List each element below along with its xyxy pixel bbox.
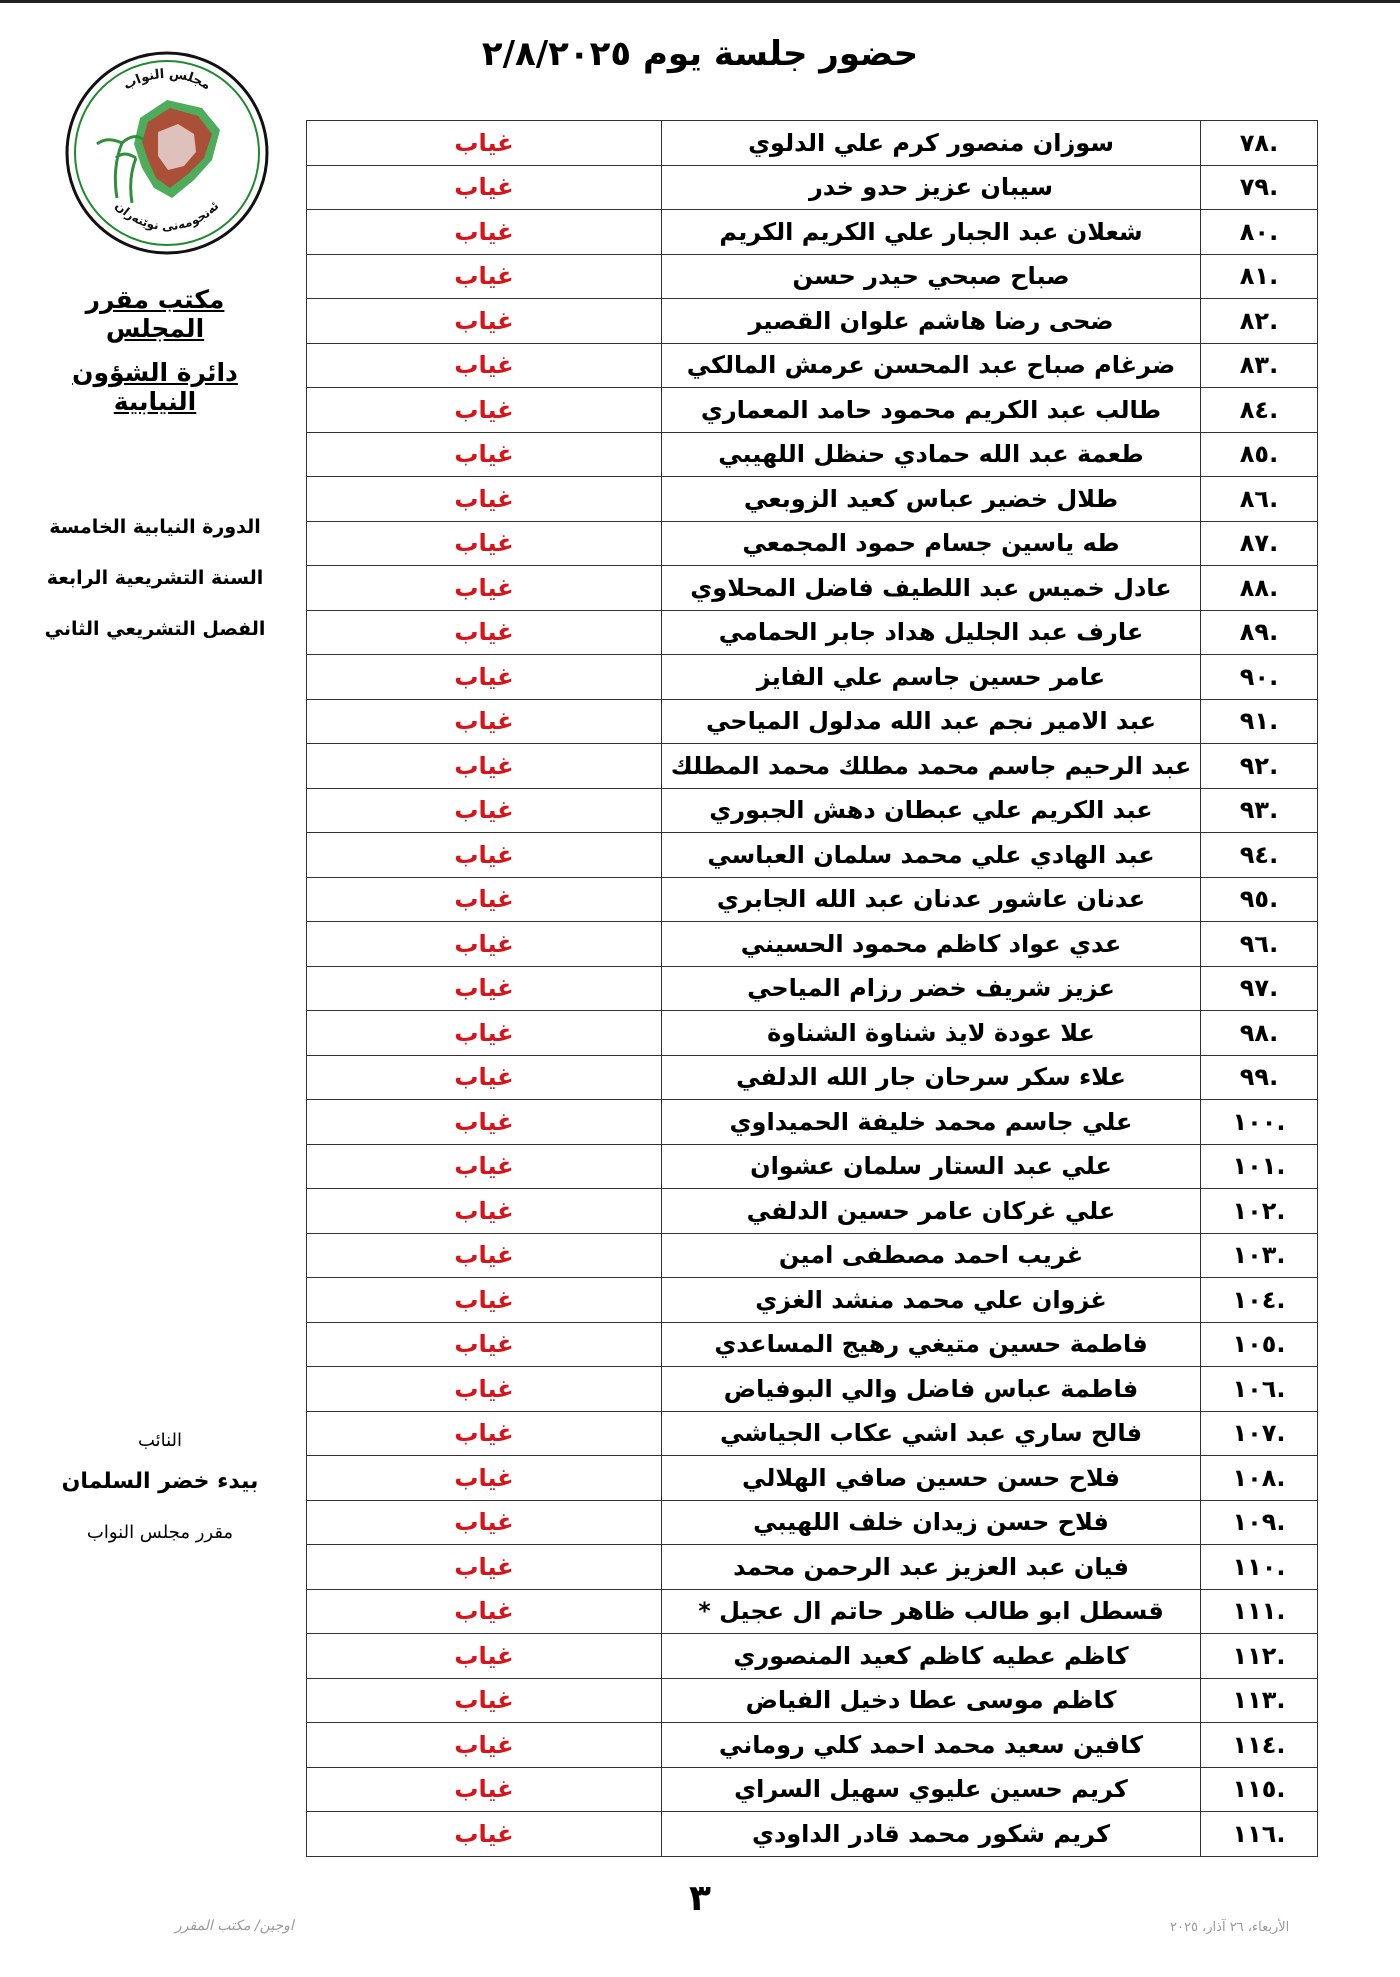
attendance-status: غياب [307, 1767, 662, 1812]
table-row [307, 699, 1318, 744]
member-name: عدنان عاشور عدنان عبد الله الجابري [662, 877, 1201, 922]
row-number: ١١٢. [1201, 1634, 1318, 1679]
table-row [307, 1545, 1318, 1590]
member-name: كريم شكور محمد قادر الداودي [662, 1812, 1201, 1857]
row-number: ٧٨. [1201, 121, 1318, 166]
row-number: ١٠٧. [1201, 1411, 1318, 1456]
attendance-status: غياب [307, 655, 662, 700]
member-name: عارف عبد الجليل هداد جابر الحمامي [662, 610, 1201, 655]
row-number: ١١٠. [1201, 1545, 1318, 1590]
row-number: ٨٥. [1201, 432, 1318, 477]
table-row [307, 254, 1318, 299]
table-row [307, 343, 1318, 388]
member-name: فاطمة حسين متيغي رهيج المساعدي [662, 1322, 1201, 1367]
row-number: ٨١. [1201, 254, 1318, 299]
attendance-status: غياب [307, 165, 662, 210]
attendance-status: غياب [307, 699, 662, 744]
row-number: ٩٥. [1201, 877, 1318, 922]
table-row [307, 1812, 1318, 1857]
table-row [307, 833, 1318, 878]
table-row [307, 1322, 1318, 1367]
table-row [307, 165, 1318, 210]
row-number: ١٠٣. [1201, 1233, 1318, 1278]
table-row [307, 1589, 1318, 1634]
attendance-status: غياب [307, 1589, 662, 1634]
member-name: علي غركان عامر حسين الدلفي [662, 1189, 1201, 1234]
row-number: ١٠٤. [1201, 1278, 1318, 1323]
attendance-status: غياب [307, 1812, 662, 1857]
attendance-status: غياب [307, 610, 662, 655]
department-name: دائرة الشؤون النيابية [72, 358, 238, 416]
table-row [307, 1767, 1318, 1812]
member-name: عبد الهادي علي محمد سلمان العباسي [662, 833, 1201, 878]
attendance-status: غياب [307, 744, 662, 789]
table-row [307, 922, 1318, 967]
attendance-status: غياب [307, 1278, 662, 1323]
member-name: فاطمة عباس فاضل والي البوفياض [662, 1367, 1201, 1412]
attendance-status: غياب [307, 1100, 662, 1145]
member-name: ضحى رضا هاشم علوان القصير [662, 299, 1201, 344]
top-rule [0, 0, 1400, 3]
table-row [307, 432, 1318, 477]
logo-top-text: مجلس النواب [121, 66, 214, 94]
table-row [307, 788, 1318, 833]
attendance-status: غياب [307, 877, 662, 922]
row-number: ١٠٩. [1201, 1500, 1318, 1545]
attendance-status: غياب [307, 388, 662, 433]
attendance-status: غياب [307, 477, 662, 522]
parliamentary-session: الدورة النيابية الخامسة [49, 516, 261, 538]
member-name: علي عبد الستار سلمان عشوان [662, 1144, 1201, 1189]
attendance-status: غياب [307, 1322, 662, 1367]
table-row [307, 566, 1318, 611]
member-name: علا عودة لايذ شناوة الشناوة [662, 1011, 1201, 1056]
member-name: عبد الرحيم جاسم محمد مطلك محمد المطلك [662, 744, 1201, 789]
row-number: ١١١. [1201, 1589, 1318, 1634]
table-row [307, 966, 1318, 1011]
member-name: كاظم عطيه كاظم كعيد المنصوري [662, 1634, 1201, 1679]
member-name: سيبان عزيز حدو خدر [662, 165, 1201, 210]
attendance-status: غياب [307, 1055, 662, 1100]
member-name: فيان عبد العزيز عبد الرحمن محمد [662, 1545, 1201, 1590]
member-name: طه ياسين جسام حمود المجمعي [662, 521, 1201, 566]
attendance-status: غياب [307, 788, 662, 833]
member-name: عزيز شريف خضر رزام المياحي [662, 966, 1201, 1011]
attendance-status: غياب [307, 299, 662, 344]
member-name: عدي عواد كاظم محمود الحسيني [662, 922, 1201, 967]
member-name: عامر حسين جاسم علي الفايز [662, 655, 1201, 700]
table-row [307, 521, 1318, 566]
table-row [307, 1500, 1318, 1545]
signature-title: مقرر مجلس النواب [86, 1522, 234, 1543]
member-name: فلاح حسن حسين صافي الهلالي [662, 1456, 1201, 1501]
legislative-year: السنة التشريعية الرابعة [46, 567, 264, 589]
table-row [307, 1278, 1318, 1323]
member-name: كاظم موسى عطا دخيل الفياض [662, 1678, 1201, 1723]
row-number: ٩٣. [1201, 788, 1318, 833]
signature-role: النائب [137, 1430, 183, 1451]
attendance-status: غياب [307, 1723, 662, 1768]
row-number: ١١٥. [1201, 1767, 1318, 1812]
member-name: فالح ساري عبد اشي عكاب الجياشي [662, 1411, 1201, 1456]
attendance-status: غياب [307, 1011, 662, 1056]
row-number: ١٠١. [1201, 1144, 1318, 1189]
table-row [307, 388, 1318, 433]
table-row [307, 210, 1318, 255]
logo-bottom-text: ئەنجومەنی نوێنەران [112, 198, 222, 234]
table-row [307, 1411, 1318, 1456]
table-row [307, 299, 1318, 344]
attendance-status: غياب [307, 833, 662, 878]
row-number: ٨٠. [1201, 210, 1318, 255]
row-number: ٨٨. [1201, 566, 1318, 611]
table-row [307, 1456, 1318, 1501]
member-name: علاء سكر سرحان جار الله الدلفي [662, 1055, 1201, 1100]
row-number: ٧٩. [1201, 165, 1318, 210]
attendance-status: غياب [307, 1144, 662, 1189]
attendance-status: غياب [307, 254, 662, 299]
attendance-status: غياب [307, 1678, 662, 1723]
row-number: ١١٤. [1201, 1723, 1318, 1768]
member-name: عبد الكريم علي عبطان دهش الجبوري [662, 788, 1201, 833]
attendance-status: غياب [307, 1233, 662, 1278]
member-name: غريب احمد مصطفى امين [662, 1233, 1201, 1278]
attendance-status: غياب [307, 922, 662, 967]
attendance-status: غياب [307, 1367, 662, 1412]
row-number: ١٠٥. [1201, 1322, 1318, 1367]
table-row [307, 610, 1318, 655]
table-row [307, 1634, 1318, 1679]
row-number: ٩١. [1201, 699, 1318, 744]
table-row [307, 121, 1318, 166]
footer-left-note: اوجين/ مكتب المقرر [175, 1918, 294, 1934]
signature-name: بيدء خضر السلمان [61, 1469, 259, 1494]
row-number: ١٠٦. [1201, 1367, 1318, 1412]
row-number: ٨٧. [1201, 521, 1318, 566]
row-number: ١٠٢. [1201, 1189, 1318, 1234]
row-number: ٩٦. [1201, 922, 1318, 967]
member-name: طعمة عبد الله حمادي حنظل اللهيبي [662, 432, 1201, 477]
member-name: علي جاسم محمد خليفة الحميداوي [662, 1100, 1201, 1145]
table-row [307, 1055, 1318, 1100]
row-number: ٨٩. [1201, 610, 1318, 655]
member-name: عادل خميس عبد اللطيف فاضل المحلاوي [662, 566, 1201, 611]
member-name: سوزان منصور كرم علي الدلوي [662, 121, 1201, 166]
row-number: ٨٤. [1201, 388, 1318, 433]
member-name: كريم حسين عليوي سهيل السراي [662, 1767, 1201, 1812]
row-number: ٨٢. [1201, 299, 1318, 344]
table-row [307, 477, 1318, 522]
row-number: ١٠٨. [1201, 1456, 1318, 1501]
row-number: ٩٨. [1201, 1011, 1318, 1056]
attendance-status: غياب [307, 1456, 662, 1501]
member-name: فلاح حسن زيدان خلف اللهيبي [662, 1500, 1201, 1545]
page-number: ٣ [689, 1878, 711, 1919]
table-row [307, 877, 1318, 922]
row-number: ٨٦. [1201, 477, 1318, 522]
member-name: كافين سعيد محمد احمد كلي روماني [662, 1723, 1201, 1768]
row-number: ٩٤. [1201, 833, 1318, 878]
parliament-logo [62, 48, 272, 258]
table-row [307, 1144, 1318, 1189]
table-row [307, 1367, 1318, 1412]
legislative-chapter: الفصل التشريعي الثاني [44, 618, 266, 640]
attendance-status: غياب [307, 1411, 662, 1456]
attendance-status: غياب [307, 343, 662, 388]
row-number: ٩٠. [1201, 655, 1318, 700]
attendance-status: غياب [307, 121, 662, 166]
table-row [307, 655, 1318, 700]
member-name: عبد الامير نجم عبد الله مدلول المياحي [662, 699, 1201, 744]
table-row [307, 1189, 1318, 1234]
table-row [307, 1723, 1318, 1768]
attendance-status: غياب [307, 566, 662, 611]
table-row [307, 1233, 1318, 1278]
footer-date: الأربعاء، ٢٦ آذار، ٢٠٢٥ [1170, 1920, 1290, 1935]
page-title: حضور جلسة يوم ٢/٨/٢٠٢٥ [481, 34, 919, 74]
row-number: ١٠٠. [1201, 1100, 1318, 1145]
office-name: مكتب مقرر المجلس [85, 285, 225, 343]
member-name: طلال خضير عباس كعيد الزوبعي [662, 477, 1201, 522]
table-row [307, 1678, 1318, 1723]
attendance-status: غياب [307, 1500, 662, 1545]
row-number: ١١٦. [1201, 1812, 1318, 1857]
attendance-status: غياب [307, 521, 662, 566]
attendance-status: غياب [307, 1545, 662, 1590]
attendance-status: غياب [307, 1634, 662, 1679]
row-number: ٨٣. [1201, 343, 1318, 388]
row-number: ٩٩. [1201, 1055, 1318, 1100]
member-name: غزوان علي محمد منشد الغزي [662, 1278, 1201, 1323]
table-row [307, 1011, 1318, 1056]
member-name: قسطل ابو طالب ظاهر حاتم ال عجيل * [662, 1589, 1201, 1634]
attendance-status: غياب [307, 432, 662, 477]
attendance-table [306, 120, 1318, 1857]
member-name: صباح صبحي حيدر حسن [662, 254, 1201, 299]
table-row [307, 1100, 1318, 1145]
attendance-status: غياب [307, 210, 662, 255]
row-number: ٩٧. [1201, 966, 1318, 1011]
attendance-status: غياب [307, 966, 662, 1011]
member-name: ضرغام صباح عبد المحسن عرمش المالكي [662, 343, 1201, 388]
member-name: طالب عبد الكريم محمود حامد المعماري [662, 388, 1201, 433]
table-row [307, 744, 1318, 789]
row-number: ٩٢. [1201, 744, 1318, 789]
row-number: ١١٣. [1201, 1678, 1318, 1723]
member-name: شعلان عبد الجبار علي الكريم الكريم [662, 210, 1201, 255]
attendance-status: غياب [307, 1189, 662, 1234]
